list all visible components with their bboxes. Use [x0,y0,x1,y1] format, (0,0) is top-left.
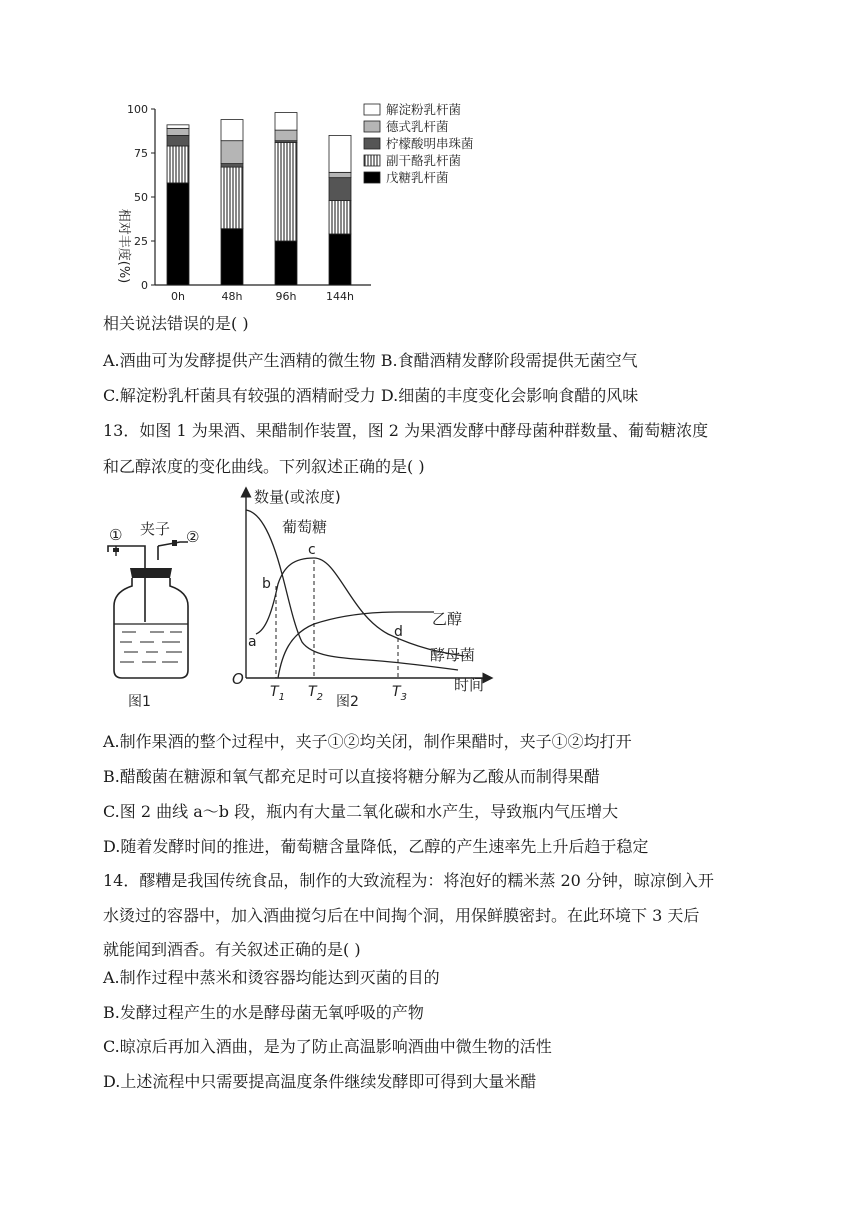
y-tick-label: 25 [134,235,148,248]
q12-option-b: B.食醋酒精发酵阶段需提供无菌空气 [380,351,638,370]
bar-segment [167,183,189,285]
chart-legend [364,102,474,185]
bar-segment [275,130,297,141]
fig2-fermentation-curves [228,484,508,712]
legend-swatch [364,138,380,149]
bar-segment [329,234,351,285]
x-tick-label: 96h [275,290,297,303]
q13-option-b: B.醋酸菌在糖源和氧气都充足时可以直接将糖分解为乙酸从而制得果醋 [103,767,600,786]
bar-segment [167,146,189,183]
bar-segment [329,135,351,172]
q13-option-a: A.制作果酒的整个过程中，夹子①②均关闭，制作果醋时，夹子①②均打开 [103,732,632,751]
fig2-tick-t3: $T_3$ [392,684,407,703]
bar-segment [275,142,297,241]
fig1-label-clip: 夹子 [140,520,171,538]
q14-option-b: B.发酵过程产生的水是酵母菌无氧呼吸的产物 [103,1003,424,1022]
bar-segment [221,229,243,285]
x-tick-label: 0h [171,290,185,303]
q14-option-d: D.上述流程中只需要提高温度条件继续发酵即可得到大量米醋 [103,1072,537,1091]
fig1-fermentation-bottle [100,520,210,720]
fig2-curve-ethanol: 乙醇 [432,610,463,628]
q12-option-c: C.解淀粉乳杆菌具有较强的酒精耐受力 [103,386,376,405]
fig1-caption: 图1 [128,694,151,710]
q13-stem-line2: 和乙醇浓度的变化曲线。下列叙述正确的是( ) [103,457,425,476]
bar-segment [221,167,243,229]
q12-option-a: A.酒曲可为发酵提供产生酒精的微生物 [103,351,376,370]
y-tick-label: 100 [127,103,148,116]
bar-segment [167,128,189,135]
legend-swatch [364,155,380,166]
q12-option-d: D.细菌的丰度变化会影响食醋的风味 [380,386,639,405]
bar-segment [221,164,243,168]
fig2-tick-t1: $T_1$ [270,684,285,703]
bar-segment [329,178,351,201]
q13-stem-line1: 13．如图 1 为果酒、果醋制作装置，图 2 为果酒发酵中酵母菌种群数量、葡萄糖浓度 [103,421,709,440]
chart-bars [167,113,351,285]
fig2-x-axis-label: 时间 [454,676,485,694]
x-tick-label: 48h [221,290,243,303]
fig2-tick-t2: $T_2$ [308,684,323,703]
q12-option-cd [103,385,638,407]
fig2-point-a: a [248,634,257,650]
fig2-y-axis-label: 数量(或浓度) [254,488,341,506]
legend-label: 戊糖乳杆菌 [386,170,449,185]
abundance-bar-chart [100,98,500,304]
bar-segment [221,141,243,164]
q14-option-c: C.晾凉后再加入酒曲，是为了防止高温影响酒曲中微生物的活性 [103,1037,552,1056]
fig2-point-d: d [394,624,403,640]
fig2-point-b: b [262,576,271,592]
fig2-point-c: c [308,542,316,558]
legend-label: 德式乳杆菌 [386,119,449,134]
bar-segment [221,120,243,141]
fig2-curve-glucose: 葡萄糖 [282,518,328,536]
legend-swatch [364,172,380,183]
q12-option-ab [103,350,638,372]
q13-option-d: D.随着发酵时间的推进，葡萄糖含量降低，乙醇的产生速率先上升后趋于稳定 [103,837,649,856]
legend-label: 解淀粉乳杆菌 [386,102,462,117]
y-tick-label: 50 [134,191,148,204]
bar-segment [275,113,297,131]
fig2-curve-yeast: 酵母菌 [430,646,476,664]
y-tick-label: 75 [134,147,148,160]
q14-option-a: A.制作过程中蒸米和烫容器均能达到灭菌的目的 [103,968,440,987]
legend-swatch [364,121,380,132]
y-axis-label: 相对丰度(%) [116,208,131,284]
bar-segment [329,172,351,177]
q14-stem-line2: 水烫过的容器中，加入酒曲搅匀后在中间掏个洞，用保鲜膜密封。在此环境下 3 天后 [103,906,700,925]
bar-segment [167,135,189,146]
bar-segment [275,241,297,285]
q14-stem-line1: 14．醪糟是我国传统食品，制作的大致流程为：将泡好的糯米蒸 20 分钟，晾凉倒入开 [103,871,714,890]
legend-label: 柠檬酸明串珠菌 [386,136,474,151]
y-tick-label: 0 [141,279,148,292]
fig1-label-1: ① [109,526,123,544]
fig2-caption: 图2 [336,694,359,710]
fig1-label-2: ② [186,528,200,546]
q14-stem-line3: 就能闻到酒香。有关叙述正确的是( ) [103,940,361,959]
legend-label: 副干酪乳杆菌 [386,153,462,168]
q12-prompt: 相关说法错误的是( ) [103,314,249,333]
bar-segment [167,125,189,129]
x-tick-label: 144h [326,290,354,303]
fig2-origin: O [232,670,244,688]
legend-swatch [364,104,380,115]
bar-segment [329,201,351,234]
q13-option-c: C.图 2 曲线 a～b 段，瓶内有大量二氧化碳和水产生，导致瓶内气压增大 [103,802,619,821]
